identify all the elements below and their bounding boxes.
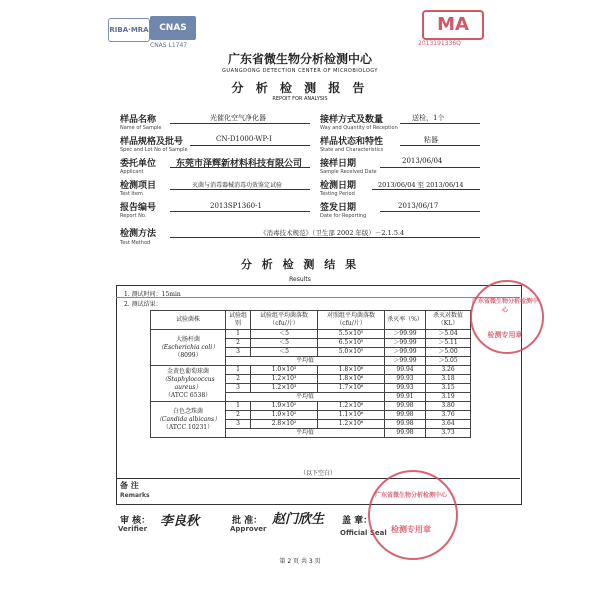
receipt-label-en: Way and Quantity of Reception	[320, 125, 398, 131]
report-no-label-en: Report No.	[120, 213, 147, 219]
average-row: 平均值 99.98 3.73	[151, 429, 471, 438]
report-no-value: 2013SP1360-1	[210, 202, 262, 210]
table-row: 大肠杆菌 （Escherichia coli） （8099） 1 ＜5 5.5×10⁵ ＞99.99 ＞5.04	[151, 330, 471, 339]
table-header-row	[151, 311, 471, 330]
cnas-logo: CNAS	[150, 16, 196, 40]
spec-label: 样品规格及批号	[120, 137, 184, 147]
table-header: 试验组平均菌落数（cfu/片）	[251, 311, 318, 330]
side-seal-label: 检测专用章	[487, 331, 523, 339]
received-label: 接样日期	[320, 159, 357, 169]
organism-cell: 金黄色葡萄球菌 （Staphylococcus aureus） （ATCC 6538）	[151, 366, 226, 402]
side-seal-text: 广东省微生物分析检测中心	[471, 298, 538, 314]
verifier-label: 审 核：	[120, 516, 151, 526]
average-row: 平均值 99.91 3.19	[151, 393, 471, 402]
spec-label-en: Spec and Lot No of Sample	[120, 147, 188, 153]
period-label: 检测日期	[320, 181, 357, 191]
table-header: 对照组平均菌落数（cfu/片）	[318, 311, 385, 330]
official-seal-stamp	[368, 470, 458, 560]
state-label: 样品状态和特性	[320, 137, 384, 147]
report-no-label: 报告编号	[120, 203, 157, 213]
note-time: 1. 测试时间：15min	[124, 291, 181, 298]
table-row: 2 1.2×10³ 1.8×10⁶ 99.93 3.18	[151, 375, 471, 384]
verifier-signature: 李良秋	[160, 514, 200, 529]
item-label-en: Test Item	[120, 191, 143, 197]
organism-cell: 大肠杆菌 （Escherichia coli） （8099）	[151, 330, 226, 366]
period-label-en: Testing Period	[320, 191, 355, 197]
receipt-label: 接样方式及数量	[320, 115, 384, 125]
table-row: 2 ＜5 6.5×10⁵ ＞99.99 ＞5.11	[151, 339, 471, 348]
cnas-number: CNAS L1747	[150, 42, 188, 49]
item-label: 检测项目	[120, 181, 157, 191]
sample-name-value: 光催化空气净化器	[210, 114, 266, 122]
remarks-label-en: Remarks	[120, 492, 150, 499]
approver-signature: 赵门欣生	[272, 512, 325, 527]
table-header: 杀灭率（%）	[385, 311, 426, 330]
table-header: 试验组别	[226, 311, 251, 330]
remarks-label: 备 注	[120, 481, 139, 490]
table-row: 白色念珠菌 （Candida albicans） （ATCC 10231） 1 1.9×10² 1.2×10⁶ 99.98 3.80	[151, 402, 471, 411]
table-row: 3 2.8×10² 1.2×10⁶ 99.98 3.64	[151, 420, 471, 429]
method-label-en: Test Method	[120, 240, 151, 246]
item-value: 灭菌与消毒器械消毒功效鉴定试验	[192, 182, 283, 189]
issue-date-label: 签发日期	[320, 203, 357, 213]
approver-label: 批 准：	[232, 516, 263, 526]
riba-mra-logo: RIBA·MRA	[108, 18, 150, 42]
period-value: 2013/06/04 至 2013/06/14	[378, 181, 464, 189]
state-label-en: State and Characteristics	[320, 147, 384, 153]
seal-label: 盖 章：	[342, 516, 373, 526]
results-title: 分 析 检 测 结 果	[240, 258, 360, 271]
side-seal-stamp	[470, 280, 544, 354]
table-row: 金黄色葡萄球菌 （Staphylococcus aureus） （ATCC 6538） 1 1.0×10³ 1.8×10⁶ 99.94 3.26	[151, 366, 471, 375]
cma-logo: MA	[422, 10, 484, 40]
state-value: 粘器	[424, 136, 438, 144]
results-table	[150, 310, 471, 438]
average-row: 平均值 ＞99.99 ＞5.05	[151, 357, 471, 366]
applicant-label: 委托单位	[120, 159, 157, 169]
table-header: 试验菌株	[151, 311, 226, 330]
receipt-value: 送检，1个	[412, 114, 445, 122]
center-title-en: GUANGDONG DETECTION CENTER OF MICROBIOLOGY	[222, 68, 378, 74]
page-number: 第 2 页 共 3 页	[279, 558, 321, 565]
organism-cell: 白色念珠菌 （Candida albicans） （ATCC 10231）	[151, 402, 226, 438]
table-row: 3 ＜5 5.0×10⁵ ＞99.99 ＞5.00	[151, 348, 471, 357]
official-seal-text: 广东省微生物分析检测中心	[374, 492, 447, 499]
cma-number: 2013191336Q	[418, 40, 461, 47]
received-value: 2013/06/04	[402, 157, 443, 165]
report-title: 分 析 检 测 报 告	[231, 81, 369, 95]
blank-note: （以下空白）	[300, 470, 337, 477]
report-title-en: REPOIT FOR ANALYSIS	[272, 96, 328, 102]
approver-label-en: Approver	[230, 525, 267, 533]
results-title-en: Results	[289, 276, 311, 283]
center-title: 广东省微生物分析检测中心	[227, 52, 372, 66]
received-label-en: Sample Received Date	[320, 169, 377, 175]
spec-value: CN-D1000-WP-I	[216, 135, 272, 143]
official-seal-label: 检测专用章	[391, 525, 431, 534]
method-value: 《消毒技术规范》（卫生部 2002 年版）－2.1.5.4	[260, 229, 405, 237]
applicant-value: 东莞市泽辉新材料科技有限公司	[176, 159, 303, 169]
table-row: 3 1.2×10³ 1.7×10⁶ 99.93 3.15	[151, 384, 471, 393]
table-row: 2 1.9×10² 1.1×10⁶ 99.98 3.76	[151, 411, 471, 420]
method-label: 检测方法	[120, 229, 157, 239]
applicant-label-en: Applicant	[120, 169, 144, 175]
issue-date-value: 2013/06/17	[398, 202, 439, 210]
table-header: 杀灭对数值（KL）	[426, 311, 471, 330]
sample-name-label-en: Name of Sample	[120, 125, 162, 131]
seal-label-en: Official Seal	[340, 529, 387, 537]
verifier-label-en: Verifier	[118, 525, 148, 533]
sample-name-label: 样品名称	[120, 115, 157, 125]
issue-date-label-en: Date for Reporting	[320, 213, 367, 219]
note-result: 2. 测试结果：	[124, 301, 162, 308]
